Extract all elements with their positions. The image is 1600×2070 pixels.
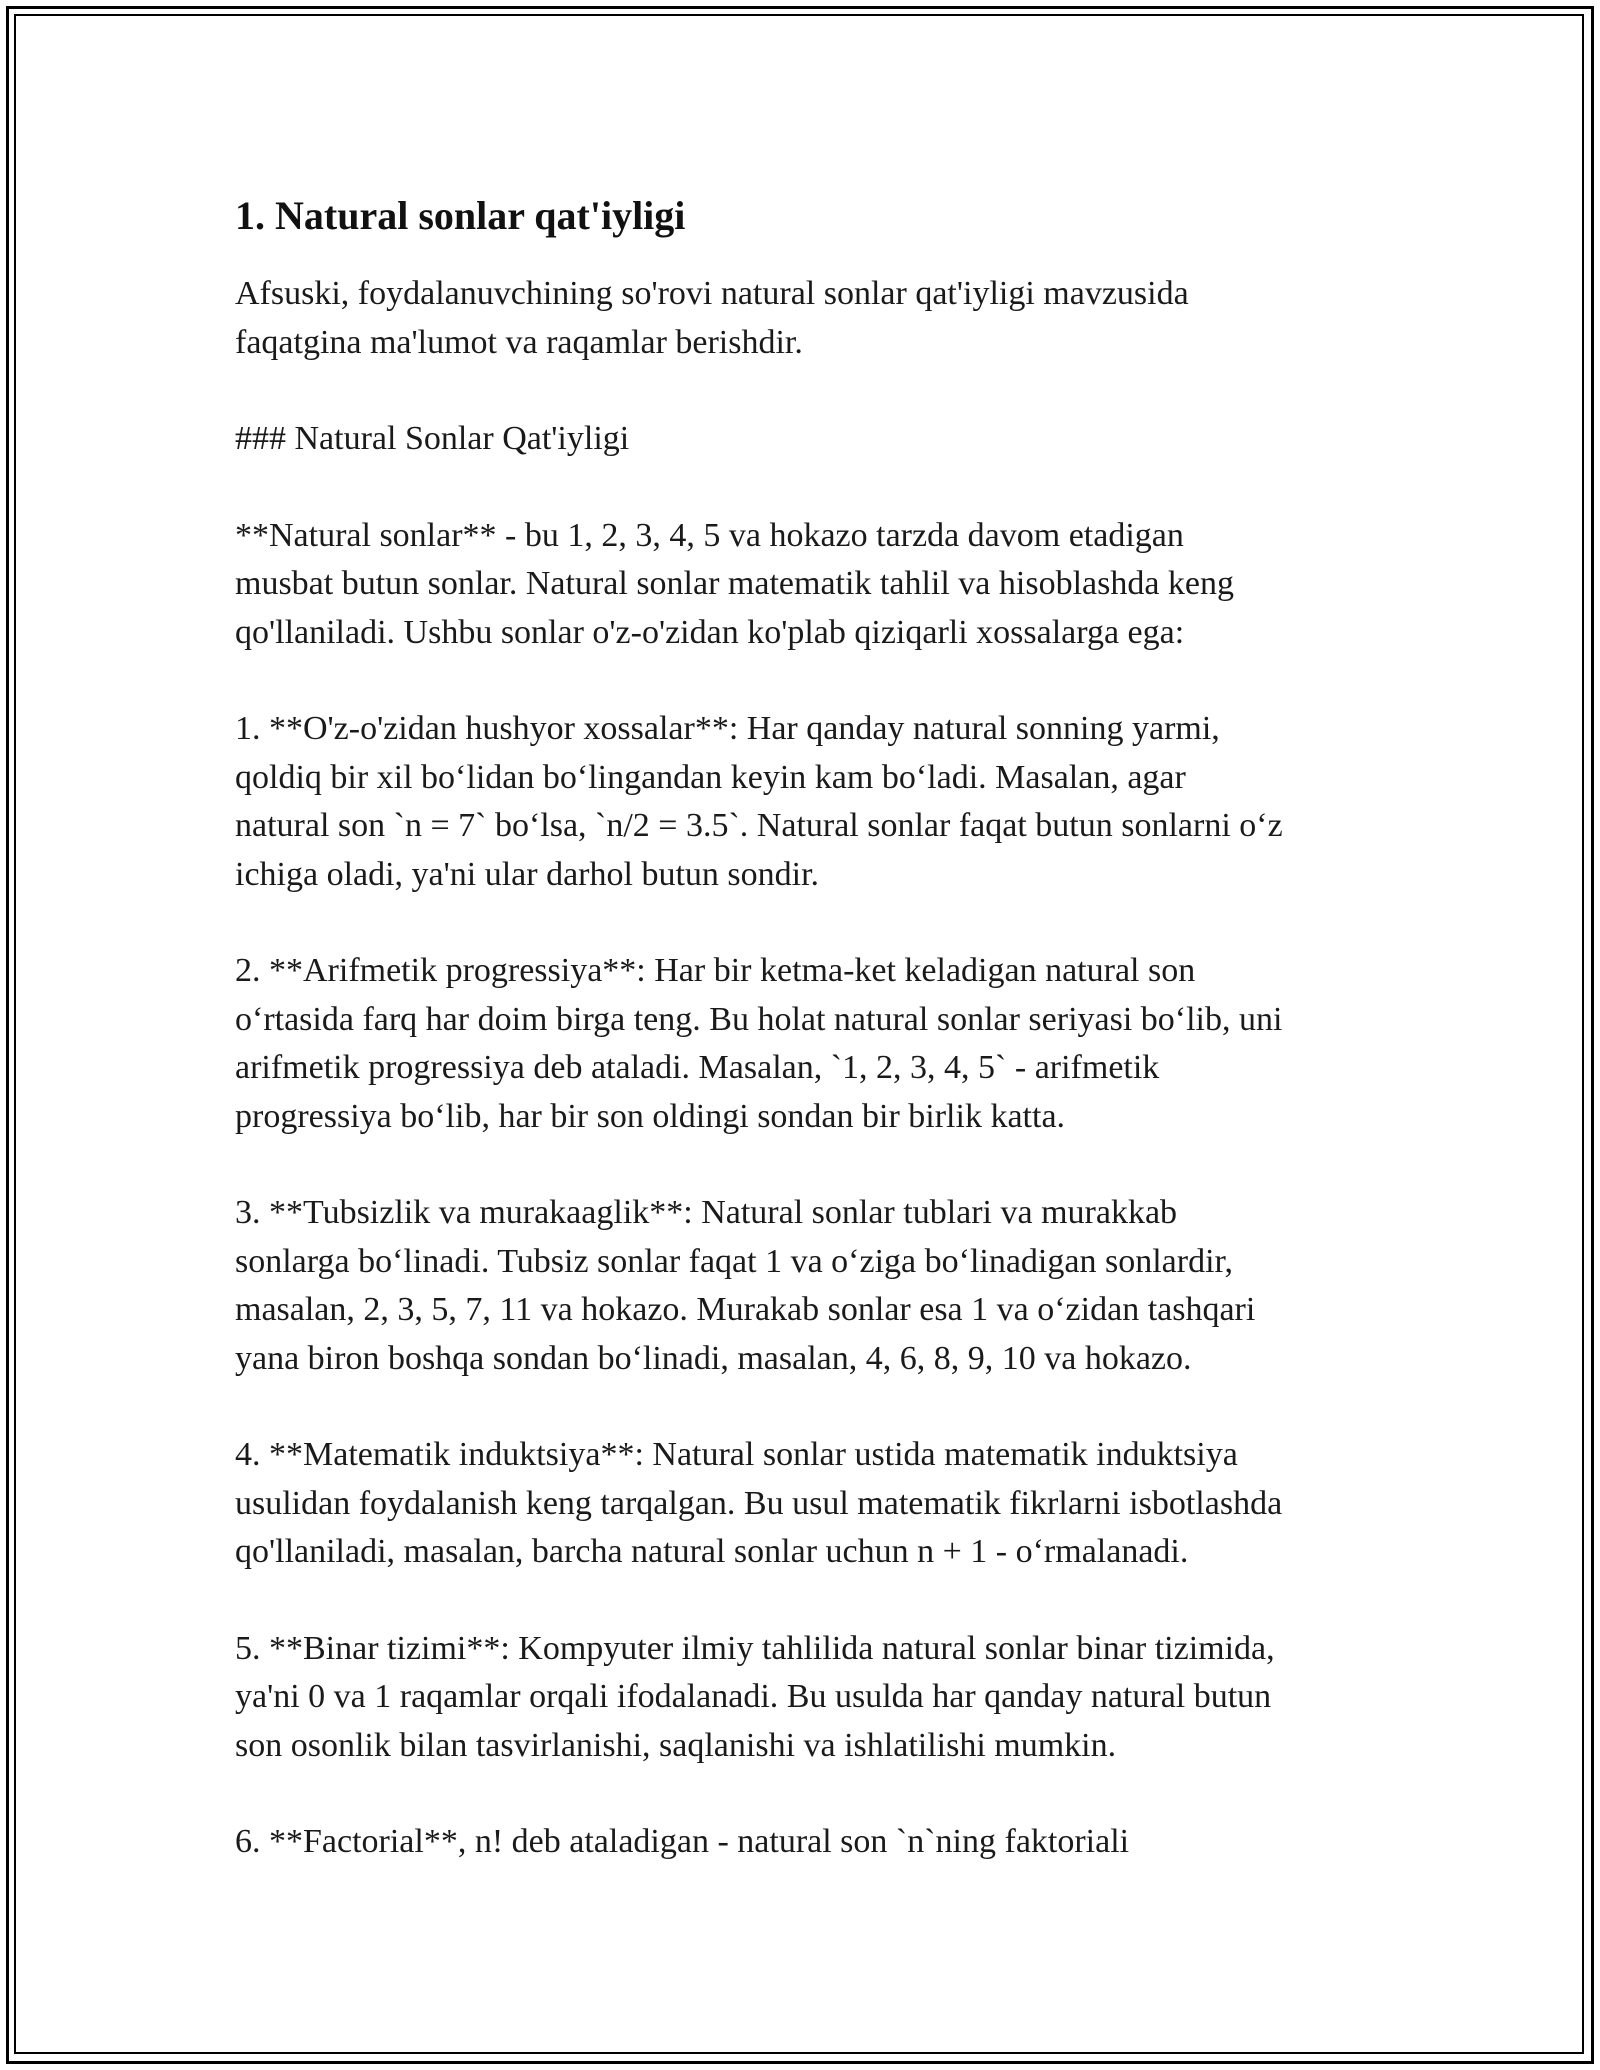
list-item-1: 1. **O'z-o'zidan hushyor xossalar**: Har qanday natural sonning yarmi, qoldiq bir xil bo‘lidan bo‘lingandan keyin kam bo‘ladi. Masalan, agar natural son `n = 7` bo‘lsa, `n/2 = 3.5`. Natural sonlar faqat butun sonlarni o‘z ichiga oladi, ya'ni ular darhol butun sondir. [235,710,1283,893]
list-item-4: 4. **Matematik induktsiya**: Natural sonlar ustida matematik induktsiya usulidan foydalanish keng tarqalgan. Bu usul matematik fikrlarni isbotlashda qo'llaniladi, masalan, barcha natural sonlar uchun n + 1 - o‘rmalanadi. [235,1436,1283,1570]
list-item-5: 5. **Binar tizimi**: Kompyuter ilmiy tahlilida natural sonlar binar tizimida, ya'ni 0 va 1 raqamlar orqali ifodalanadi. Bu usulda har qanday natural butun son osonlik bilan tasvirlanishi, saqlanishi va ishlatilishi mumkin. [235,1629,1275,1764]
document-body [235,190,1375,1915]
paragraph-intro: Afsuski, foydalanuvchining so'rovi natural sonlar qat'iyligi mavzusida faqatgina ma'lumot va raqamlar berishdir. [235,275,1189,361]
document-title: 1. Natural sonlar qat'iyligi [235,193,686,238]
paragraph-definition: **Natural sonlar** - bu 1, 2, 3, 4, 5 va hokazo tarzda davom etadigan musbat butun sonlar. Natural sonlar matematik tahlil va hisoblashda keng qo'llaniladi. Ushbu sonlar o'z-o'zidan ko'plab qiziqarli xossalarga ega: [235,516,1235,651]
list-item-2: 2. **Arifmetik progressiya**: Har bir ketma-ket keladigan natural son o‘rtasida farq har doim birga teng. Bu holat natural sonlar seriyasi bo‘lib, uni arifmetik progressiya deb ataladi. Masalan, `1, 2, 3, 4, 5` - arifmetik progressiya bo‘lib, har bir son oldingi sondan bir birlik katta. [235,952,1283,1135]
list-item-6: 6. **Factorial**, n! deb ataladigan - natural son `n`ning faktoriali [235,1823,1130,1860]
paragraph-subheading: ### Natural Sonlar Qat'iyligi [235,420,630,457]
list-item-3: 3. **Tubsizlik va murakaaglik**: Natural sonlar tublari va murakkab sonlarga bo‘linadi. Tubsiz sonlar faqat 1 va o‘ziga bo‘linadigan sonlardir, masalan, 2, 3, 5, 7, 11 va hokazo. Murakab sonlar esa 1 va o‘zidan tashqari yana biron boshqa sondan bo‘linadi, masalan, 4, 6, 8, 9, 10 va hokazo. [235,1194,1256,1377]
